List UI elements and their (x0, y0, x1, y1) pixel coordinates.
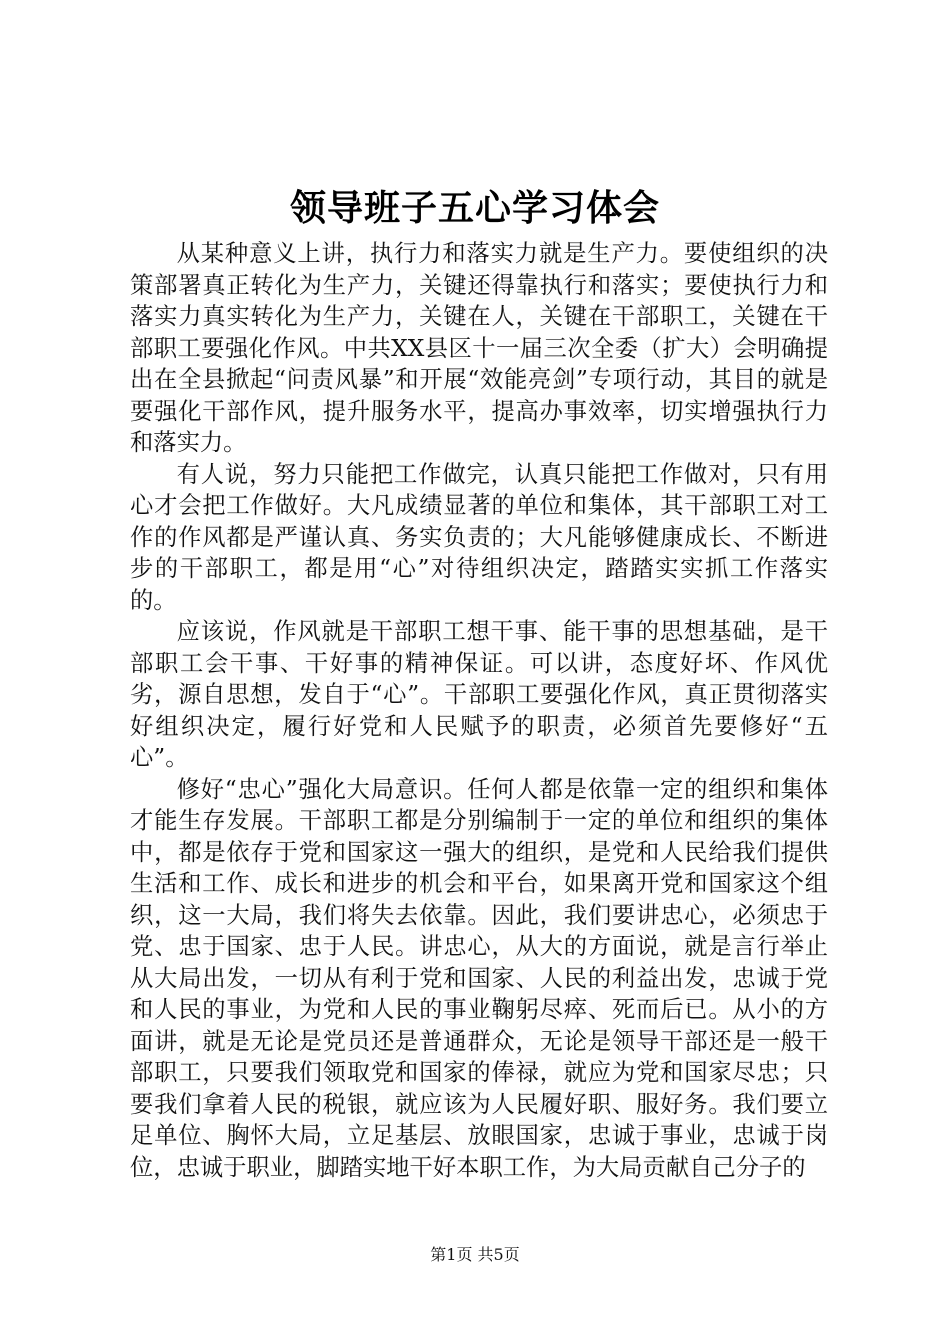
document-title: 领导班子五心学习体会 (289, 187, 660, 229)
paragraph: 从某种意义上讲，执行力和落实力就是生产力。要使组织的决策部署真正转化为生产力，关键还得靠执行和落实；要使执行力和落实力真实转化为生产力，关键在人，关键在干部职工，关键在干部职工要强化作风。中共XX县区十一届三次全委（扩大）会明确提出在全县掀起“问责风暴”和开展“效能亮剑”专项行动，其目的就是要强化干部作风，提升服务水平，提高办事效率，切实增强执行力和落实力。 (130, 240, 828, 456)
document-body (130, 238, 828, 1183)
paragraph: 应该说，作风就是干部职工想干事、能干事的思想基础，是干部职工会干事、干好事的精神保证。可以讲，态度好坏、作风优劣，源自思想，发自于“心”。干部职工要强化作风，真正贯彻落实好组织决定，履行好党和人民赋予的职责，必须首先要修好“五心”。 (130, 618, 828, 771)
paragraph: 有人说，努力只能把工作做完，认真只能把工作做对，只有用心才会把工作做好。大凡成绩显著的单位和集体，其干部职工对工作的作风都是严谨认真、务实负责的；大凡能够健康成长、不断进步的干部职工，都是用“心”对待组织决定，踏踏实实抓工作落实的。 (130, 460, 828, 614)
page-number-footer: 第1页 共5页 (430, 1245, 520, 1264)
paragraph: 修好“忠心”强化大局意识。任何人都是依靠一定的组织和集体才能生存发展。干部职工都是分别编制于一定的单位和组织的集体中，都是依存于党和国家这一强大的组织，是党和人民给我们提供生活和工作、成长和进步的机会和平台，如果离开党和国家这个组织，这一大局，我们将失去依靠。因此，我们要讲忠心，必须忠于党、忠于国家、忠于人民。讲忠心，从大的方面说，就是言行举止从大局出发，一切从有利于党和国家、人民的利益出发，忠诚于党和人民的事业，为党和人民的事业鞠躬尽瘁、死而后已。从小的方面讲，就是无论是党员还是普通群众，无论是领导干部还是一般干部职工，只要我们领取党和国家的俸禄，就应为党和国家尽忠；只要我们拿着人民的税银，就应该为人民履好职、服好务。我们要立足单位、胸怀大局，立足基层、放眼国家，忠诚于事业，忠诚于岗位，忠诚于职业，脚踏实地干好本职工作，为大局贡献自己分子的 (130, 775, 828, 1181)
